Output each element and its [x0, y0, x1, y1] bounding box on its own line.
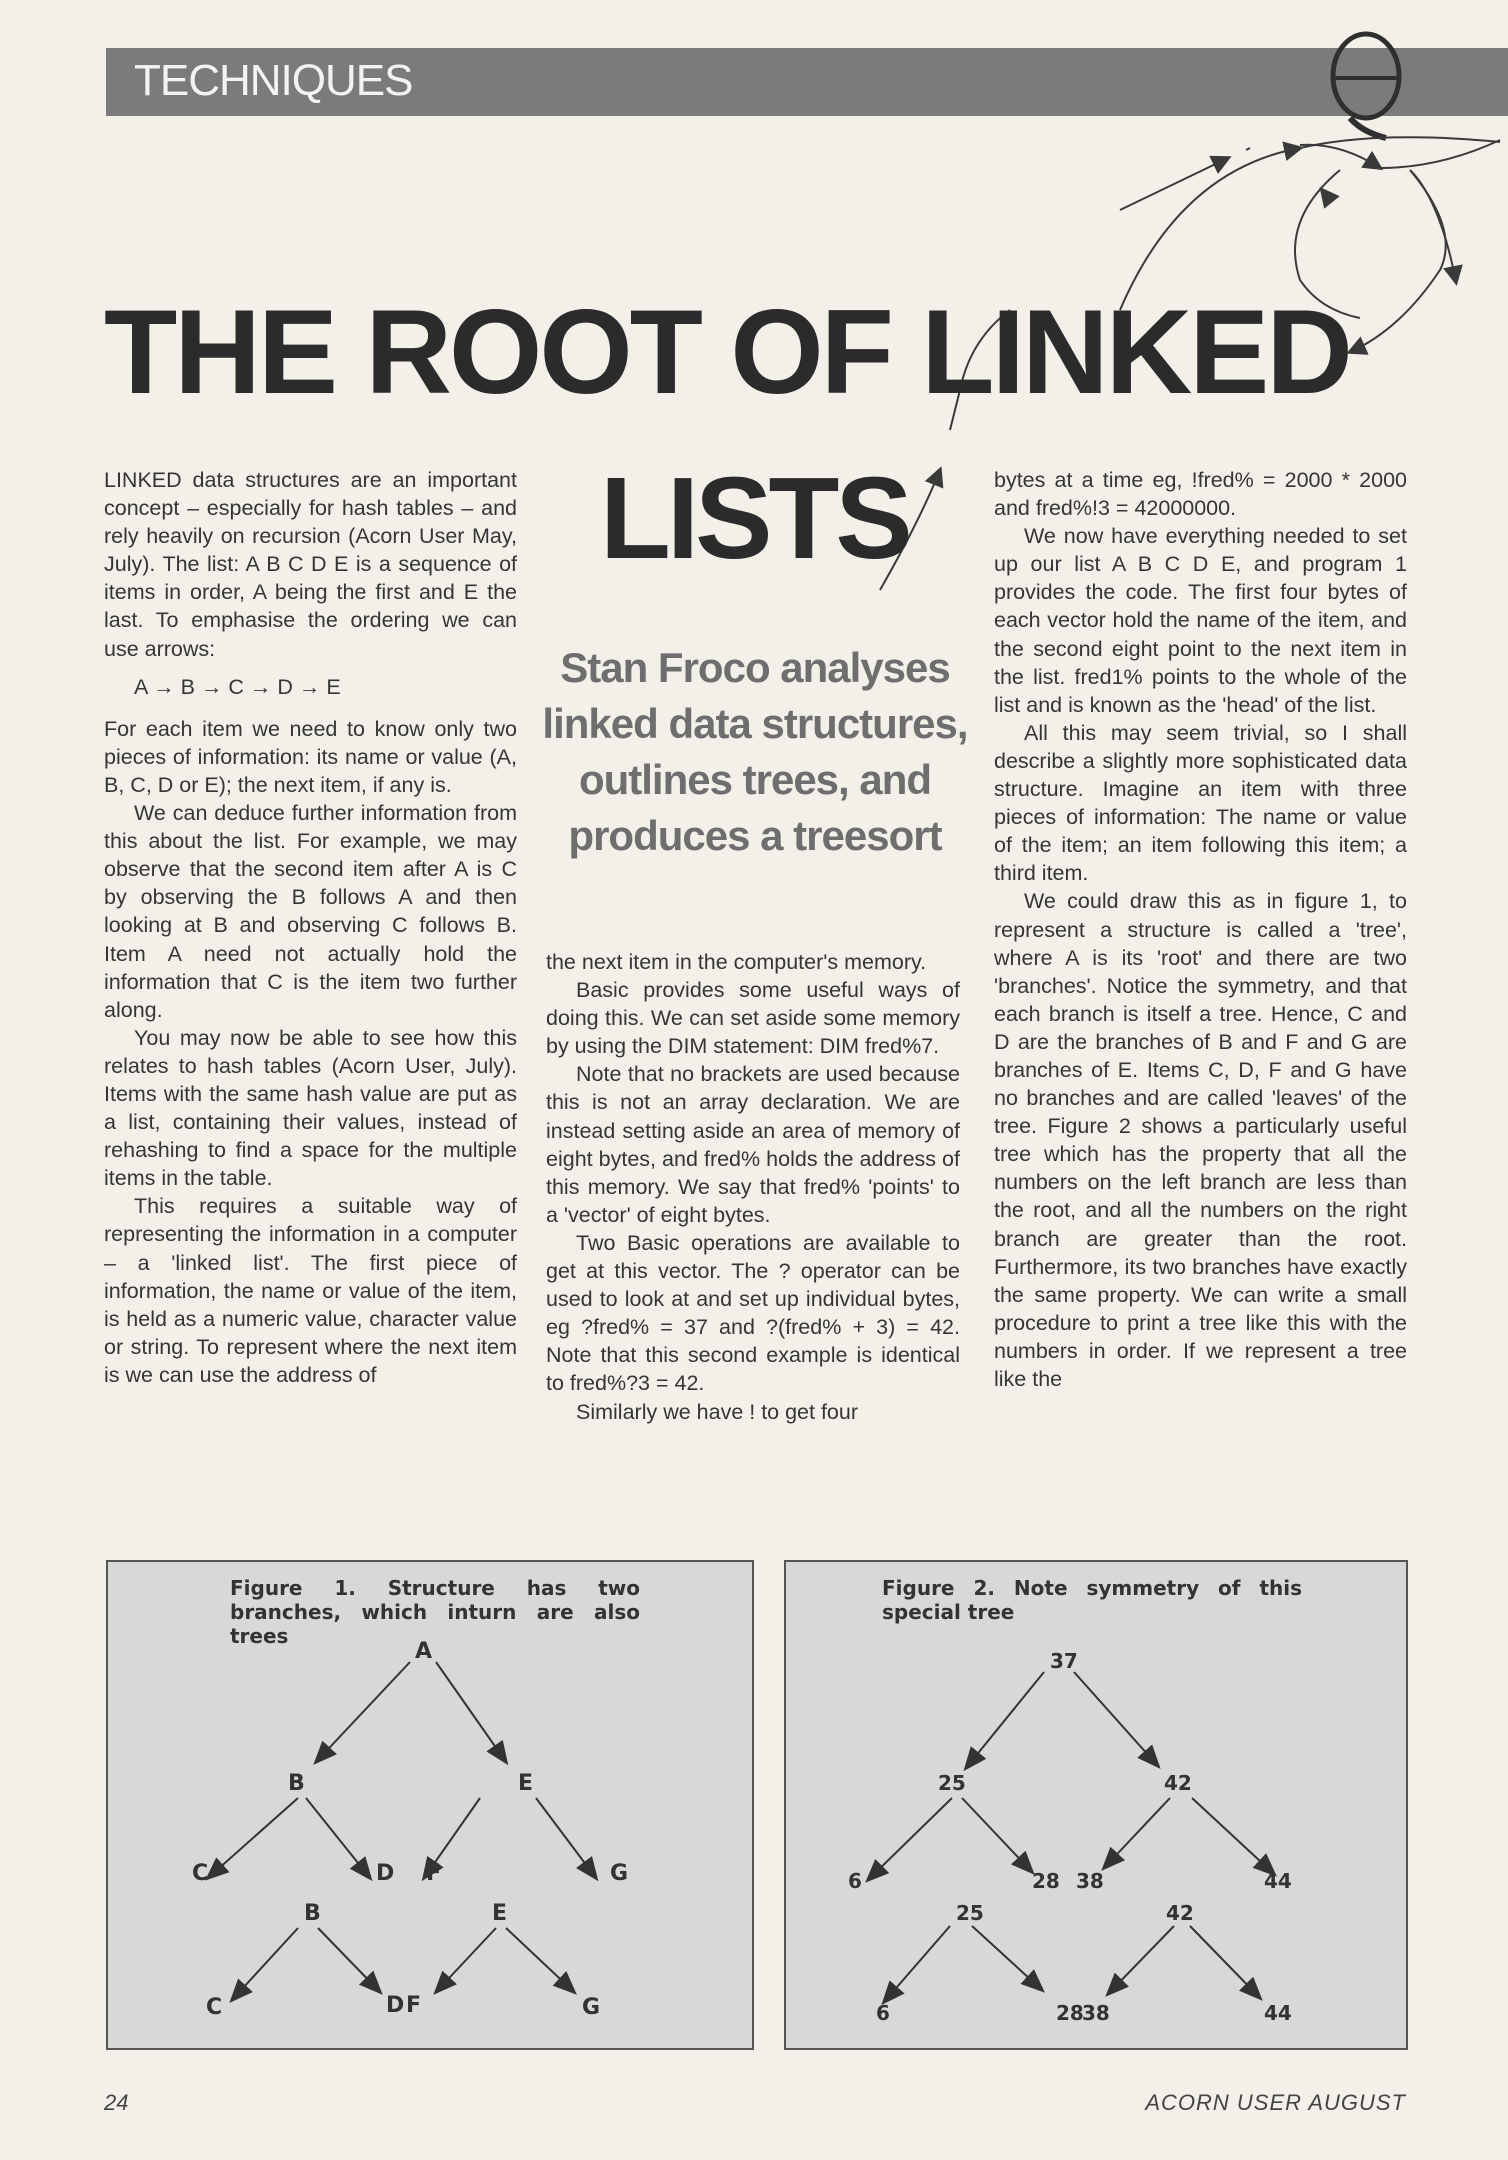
paragraph: We can deduce further information from this about the list. For example, we may observe that the second item after A is C by observing the B follows A and then looking at B and observing C follows B. Item A need not actually hold the information that C is the item two further along. — [104, 801, 517, 1022]
tree-node: 6 — [876, 2001, 890, 2025]
paragraph: the next item in the computer's memory. — [546, 950, 927, 974]
tree-node: A — [415, 1639, 433, 1664]
list-arrow-notation: A → B → C → D → E — [134, 674, 341, 699]
tree-node: F — [406, 1993, 422, 2018]
tree-node: 28 — [1056, 2001, 1084, 2025]
tree-node: 25 — [956, 1901, 984, 1925]
tree-node: 42 — [1166, 1901, 1194, 1925]
tree-node: 6 — [848, 1869, 862, 1893]
body-column-3 — [994, 466, 1407, 1393]
paragraph: Basic provides some useful ways of doing this. We can set aside some memory by using the DIM statement: DIM fred%7. — [546, 978, 960, 1059]
tree-node: G — [582, 1995, 601, 2020]
tree-node: 44 — [1264, 2001, 1292, 2025]
article-title-line-1: THE ROOT OF LINKED — [104, 285, 1350, 419]
paragraph: All this may seem trivial, so I shall describe a slightly more sophisticated data structure. Imagine an item with three pieces of information: The name or value of the item; an item following this item; a third item. — [994, 720, 1407, 886]
tree-node: 25 — [938, 1771, 966, 1795]
paragraph: You may now be able to see how this relates to hash tables (Acorn User, July). Items with the same hash value are put as a list, containing their values, instead of rehashing to find a space for the multiple items in the table. — [104, 1025, 517, 1191]
figure-1-panel — [106, 1560, 754, 2050]
tree-node: 38 — [1082, 2001, 1110, 2025]
tree-node: B — [288, 1771, 305, 1796]
tree-node: 28 — [1032, 1869, 1060, 1893]
tree-node: D — [376, 1861, 395, 1886]
paragraph: For each item we need to know only two pieces of information: its name or value (A, B, C, D or E); the next item, if any is. — [104, 716, 517, 797]
tree-node: 37 — [1050, 1649, 1078, 1673]
tree-node: 44 — [1264, 1869, 1292, 1893]
section-label: TECHNIQUES — [134, 56, 413, 105]
figure-1-caption: Figure 1. Structure has two branches, which inturn are also trees — [230, 1576, 640, 1648]
tree-node: D — [386, 1993, 405, 2018]
figure-2-panel — [784, 1560, 1408, 2050]
paragraph: We could draw this as in figure 1, to represent a structure is called a 'tree', where A is its 'root' and there are two 'branches'. Notice the symmetry, and that each branch is itself a tree. Hence, C and D are the branches of B and F and G are branches of E. Items C, D, F and G have no branches and are called 'leaves' of the tree. Figure 2 shows a particularly useful tree which has the property that all the numbers on the left branch are less than the root, and all the numbers on the right branch are greater than the root. Furthermore, its two branches have exactly the same property. We can write a small procedure to print a tree like this with the numbers in order. If we represent a tree like the — [994, 889, 1407, 1391]
tree-node: C — [192, 1861, 209, 1886]
figure-2-caption: Figure 2. Note symmetry of this special tree — [882, 1576, 1302, 1624]
article-title-line-2: LISTS — [600, 453, 909, 583]
paragraph: This requires a suitable way of representing the information in a computer – a 'linked list'. The first piece of information, the name or value of the item, is held as a numeric value, character value or string. To represent where the next item is we can use the address of — [104, 1194, 517, 1387]
paragraph: Note that no brackets are used because this is not an array declaration. We are instead setting aside an area of memory of eight bytes, and fred% holds the address of this memory. We say that fred% 'points' to a 'vector' of eight bytes. — [546, 1062, 960, 1227]
paragraph: Similarly we have ! to get four — [576, 1399, 859, 1424]
tree-node: E — [492, 1901, 508, 1926]
tree-node: 38 — [1076, 1869, 1104, 1893]
tree-node: E — [518, 1771, 534, 1796]
body-column-1 — [104, 466, 517, 1389]
tree-node: B — [304, 1901, 321, 1926]
tree-node: 42 — [1164, 1771, 1192, 1795]
tree-node: F — [426, 1861, 442, 1886]
figure-1-tree-diagram — [108, 1562, 752, 2048]
paragraph: Two Basic operations are available to get at this vector. The ? operator can be used to look at and set up individual bytes, eg ?fred% = 37 and ?(fred% + 3) = 42. Note that this second example is identical to fred%?3 = 42. — [546, 1230, 960, 1396]
magazine-folio: ACORN USER AUGUST — [1145, 2090, 1406, 2115]
page-number: 24 — [104, 2090, 129, 2115]
body-column-2 — [546, 948, 960, 1426]
tree-node: G — [610, 1861, 629, 1886]
paragraph: We now have everything needed to set up our list A B C D E, and program 1 provides the code. The first four bytes of each vector hold the name of the item, and the second eight point to the next item in the list. fred1% points to the whole of the list and is known as the 'head' of the list. — [994, 524, 1407, 717]
figure-2-tree-diagram — [786, 1562, 1406, 2048]
tree-node: C — [206, 1995, 223, 2020]
paragraph: LINKED data structures are an important concept – especially for hash tables – and rely heavily on recursion (Acorn User May, July). The list: A B C D E is a sequence of items in order, A being the first and E the last. To emphasise the ordering we can use arrows: — [104, 468, 517, 661]
paragraph: bytes at a time eg, !fred% = 2000 * 2000 and fred%!3 = 42000000. — [994, 468, 1407, 521]
article-standfirst: Stan Froco analyses linked data structures, outlines trees, and produces a treesort — [542, 644, 968, 859]
section-header-bar — [106, 48, 1508, 116]
